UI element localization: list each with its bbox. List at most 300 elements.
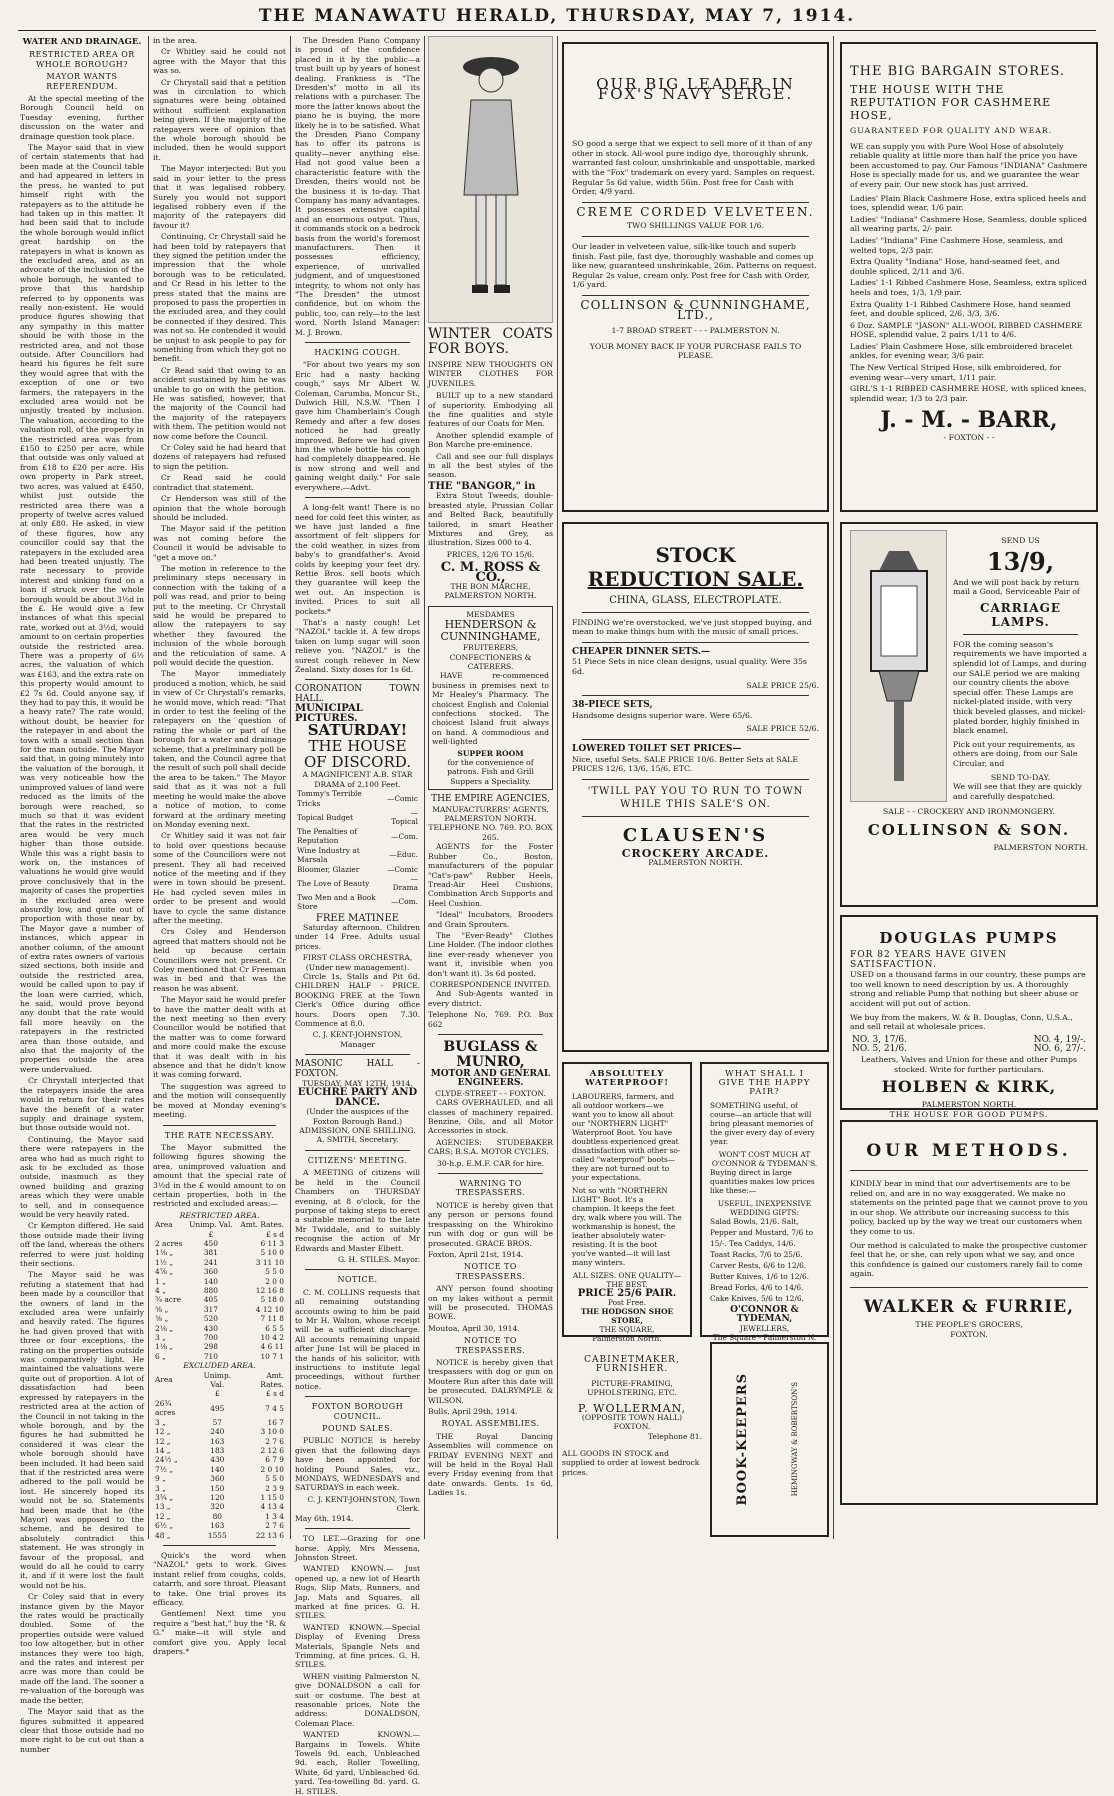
- divider: [582, 642, 809, 643]
- paragraph: At the special meeting of the Borough Council held on Tuesday evening, further discussion on the water and drainage question took place.: [20, 94, 144, 141]
- paragraph: Buying direct in large quantities makes low prices like these:—: [710, 1168, 815, 1195]
- table-cell: 360: [203, 1267, 218, 1277]
- section-title: CITIZENS' MEETING.: [307, 1155, 408, 1165]
- table-cell: 880: [203, 1286, 218, 1295]
- paragraph: Saturday afternoon. Children under 14 Free. Adults usual prices.: [295, 922, 420, 951]
- column-rule: [290, 36, 291, 1539]
- paragraph: Continuing, the Mayor said there were ratepayers in the area who had as much right to ask to be excluded as those outside, inasmuch as they owned building and grazing areas which they were unable to sell, and in consequence would be very heavily rated.: [20, 1134, 144, 1219]
- wedding-gifts-ad: [700, 1062, 829, 1342]
- fox-serge-ad: [562, 42, 829, 512]
- ad-heading: MESDAMES: [466, 609, 515, 619]
- notice-date: Foxton, April 21st, 1914.: [428, 1249, 524, 1259]
- divider: [163, 1545, 276, 1546]
- table-header: Unimp. Val.: [189, 1220, 233, 1230]
- list-item: Butter Knives, 1/6 to 12/6.: [710, 1272, 810, 1281]
- paragraph: CORRESPONDENCE INVITED.: [429, 979, 552, 989]
- list-item: Ladies' "Indiana" Cashmere Hose, Seamless, double spliced all wearing parts, 2/- pair.: [850, 214, 1087, 234]
- table-cell: NO. 6, 27/-.: [1033, 1044, 1086, 1055]
- paragraph: Our method is calculated to make the prospective customer feel that he, or she, can rely upon what we say, and once this confidence is gained our customers rarely fail to come again.: [850, 1240, 1088, 1279]
- table-cell: 7½ „: [155, 1464, 174, 1474]
- table-row: [153, 1258, 286, 1267]
- table-cell: 6½ „: [155, 1521, 174, 1531]
- paragraph: The Mayor said that in view of certain statements that had been made at the Council table and had appeared in letters in the press, he wanted to put himself right with the ratepayers as to the attitude he had taken up in this matter. It had been said that to include the whole borough would inflict great hardship on the ratepayers in what is known as the excluded area, and as an advocate of the inclusion of the whole borough, he wanted to prove that this hardship referred to by opponents was really non-existent. He would produce figures showing that any sympathy in this matter should be with those in the restricted area, and not those outside. After Councillors had heard his figures he felt sure they would agree that with the exception of one or two farmers, the ratepayers in the excluded area would not be unjustly treated by inclusion. The valuation, according to the valuation roll, of the property in the restricted area was from £150 to £250 per acre, while that outside was only valued at from £18 to £20 per acre. His own property in Park street, two acres, was valued at £450, whilst just outside the restricted area there was a property of twelve acres valued at only £80. He asked, in view of these figures, how any councillor could say that the ratepayers in the excluded area had been treated unjustly. The rate necessary to provide interest and sinking fund on a loan if struck over the whole borough would be about 3½d in the £. He would give a few instances of what this special rate, worked out at 3½d, would amount to on certain properties outside the restricted area. There was a property of 6½ acres, the valuation of which was £163, and the extra rate on this property would amount to £2 7s 6d. Could anyone say, if they had to pay this, it would be a heavy rate? The rate would, without doubt, be heavier for the ratepayer in and about the town with a small section than for the man outside. The Mayor said that, in going minutely into the valuation of the borough, it was very noticeable how the unimproved values of land were reduced as the limits of the borough were reached, so much so that it was evident that the rates in the restricted area would be very much higher than those outside. While this was a right basis to work on, the instances of valuations he would give would prove conclusively that in the majority of cases the properties in the excluded area were absurdly low, and quite out of proportion with those near by. The Mayor gave a number of instances, which appear in another column, of the amount of extra rates owners of various sized sections, both inside and outside the restricted area, would be called upon to pay if the loan were carried, which, he said, would prove beyond any doubt that the rate would fall more heavily on the ratepayers in the restricted area than those outside, and also that the majority of the properties outside the area were undervalued.: [20, 143, 144, 1074]
- ad-subheading: INSPIRE NEW THOUGHTS ON WINTER CLOTHES FOR JUVENILES.: [428, 360, 553, 388]
- sale-line: SALE - - CROCKERY AND IRONMONGERY.: [882, 807, 1056, 817]
- table-header: Unimp. Val.: [203, 1370, 232, 1390]
- ad-subheading: (Under new management).: [305, 962, 410, 972]
- film-programme: [295, 789, 420, 911]
- paragraph: ANY person found shooting on my lakes without a permit will be prosecuted. THOMAS BOWE.: [428, 1284, 553, 1322]
- firm-name: CLAUSEN'S: [622, 824, 769, 846]
- column-rule: [424, 36, 425, 1539]
- list-item: The New Vertical Striped Hose, silk embroidered, for evening wear—very smart, 1/11 pair.: [850, 363, 1061, 382]
- gift-list: [710, 1217, 819, 1303]
- paragraph: PUBLIC NOTICE is hereby given that the following days have been appointed for holding Pound Sales, viz., MONDAYS, WEDNESDAYS and SATURDAYS in each week.: [295, 1436, 420, 1493]
- table-cell: 1⅛ „: [155, 1248, 174, 1258]
- tagline: 'TWILL PAY YOU TO RUN TO TOWN WHILE THIS SALE'S ON.: [587, 785, 804, 810]
- list-item: Salad Bowls, 21/6. Salt,: [710, 1217, 799, 1226]
- item-heading: 38-PIECE SETS,: [572, 700, 653, 711]
- table-cell: 140: [203, 1276, 218, 1286]
- bargain-stores-ad: [840, 42, 1098, 512]
- table-unit: £: [208, 1229, 214, 1239]
- divider: [582, 779, 809, 780]
- ad-subheading: SEND US: [1001, 536, 1040, 545]
- paragraph: FINDING we're overstocked, we've just stopped buying, and mean to make things hum with the music of small prices.: [572, 617, 812, 637]
- masthead: THE MANAWATU HERALD, THURSDAY, MAY 7, 1914.: [258, 6, 856, 26]
- table-cell: Bloomer, Glazier: [297, 864, 360, 874]
- table-cell: —Comic: [386, 864, 418, 874]
- paragraph: Call and see our full displays in all the best styles of the season.: [428, 451, 553, 480]
- divider: [582, 739, 809, 740]
- ad-heading: REDUCTION SALE.: [587, 567, 804, 591]
- paragraph: FOR the coming season's requirements we have imported a splendid lot of Lamps, and during our SALE period we are making our country clients the above special offer. These Lamps are nickel-plated inside, with very thick beveled glasses, and nickel-plated border, highly finished in black enamel.: [953, 639, 1087, 736]
- list-item: Pepper and Mustard, 7/6 to: [710, 1228, 814, 1237]
- paragraph: A MEETING of citizens will be held in the Council Chambers on THURSDAY evening, at 8 o'clock, for the purpose of taking steps to erect a suitable memorial to the late Mr Twiddale, and to suitably recognise the action of Mr Edwards and Master Elbett.: [295, 1168, 420, 1253]
- firm-sub: PALMERSTON NORTH.: [444, 591, 537, 601]
- table-row: [153, 1512, 286, 1521]
- table-cell: 120: [210, 1492, 225, 1502]
- ad-subheading: FOR 82 YEARS HAVE GIVEN SATISFACTION.: [850, 950, 1007, 970]
- paragraph: USED on a thousand farms in our country, these pumps are too well known to need description by us. A thoroughly strong and reliable Pump that nothing but sheer abuse or accident will put out of action.: [850, 970, 1086, 1008]
- sale-price: SALE PRICE 52/6.: [746, 724, 819, 734]
- paragraph: Quick's the word when "NAZOL" gets to work. Gives instant relief from coughs, colds, catarrh, and sore throat. Pleasant to take. One trial proves its efficacy.: [153, 1550, 286, 1607]
- table-cell: 430: [203, 1323, 218, 1333]
- film-title: THE HOUSE OF DISCORD.: [303, 737, 412, 772]
- list-item: Carver Rests, 6/6 to 12/6.: [710, 1261, 807, 1270]
- price: 13/9,: [986, 546, 1055, 576]
- ad-heading: ABSOLUTELY WATERPROOF!: [584, 1069, 670, 1088]
- ad-heading: STOCK: [655, 543, 736, 567]
- firm-name: C. M. ROSS & CO.,: [440, 560, 541, 585]
- firm-address: 1-7 BROAD STREET - - - PALMERSTON N.: [611, 326, 780, 336]
- paragraph: Leathers, Valves and Union for these and other Pumps stocked. Write for further particulars.: [861, 1054, 1077, 1074]
- table-row: [153, 1418, 286, 1427]
- paragraph: 51 Piece Sets in nice clean designs, usual quality. Were 35s 6d.: [572, 657, 807, 676]
- paragraph: HAVE re-commenced business in premises next to Mr Healey's Pharmacy. The choicest English and Colonial confections stocked. The choicest Island fruit always on hand. A commodious and well-lighted: [432, 671, 549, 747]
- paragraph: The Mayor said he was refuting a statement that had been made by a councillor that the owners of land in the excluded area were unfairly and heavily rated. The figures he had given proved that with three or four exceptions, the rating on the properties outside was comparatively light. He maintained the valuations were quite out of proportion. A lot of dissatisfaction had been expressed by ratepayers in the restricted area at the action of the Council in not taking in the whole borough, and by the figures he had submitted he considered it was clear the whole borough should have been included. It had been said that if the restricted area were adhered to the poll would be lost. He sincerely hoped its would not be so. Statements had been made that he (the Mayor) was opposed to the scheme, and he desired to absolutely contradict this statement. He was strongly in favour of the proposal, and would do all he could to carry it, and if it were lost the fault would not be his.: [20, 1270, 144, 1590]
- tagline: YOUR MONEY BACK IF YOUR PURCHASE FAILS TO PLEASE.: [589, 341, 802, 361]
- divider: [963, 634, 1078, 635]
- table-cell: 12 16 8: [255, 1286, 284, 1295]
- paragraph: WE can supply you with Pure Wool Hose of absolutely reliable quality at little more than half the price you have been accustomed to pay. Our Famous "INDIANA" Cashmere Hose is specially made for us, and we guarantee the wear of every pair. Our new stock has just arrived.: [850, 141, 1088, 189]
- firm-sub: THE BON MARCHE,: [450, 581, 531, 591]
- table-cell: 430: [210, 1455, 225, 1465]
- table-cell: —Com.: [391, 831, 418, 841]
- paragraph: We buy from the makers, W. & B. Douglas, Conn, U.S.A., and sell retail at wholesale prices.: [850, 1012, 1073, 1032]
- firm-town: - FOXTON - -: [943, 433, 995, 443]
- table-cell: 4 6 11: [260, 1342, 284, 1352]
- paragraph: The "Ever-Ready" Clothes Line Holder. (The indoor clothes line ever-ready whenever you want it, invisible when you don't want it). 3s 6d posted.: [428, 930, 553, 978]
- article-subtitle: RESTRICTED AREA OR WHOLE BOROUGH?: [29, 50, 135, 69]
- section-title: NOTICE.: [337, 1275, 378, 1285]
- ad-subheading: GUARANTEED FOR QUALITY AND WEAR.: [850, 126, 1053, 135]
- divider: [305, 497, 410, 498]
- table-cell: 5 5 0: [265, 1474, 284, 1484]
- paragraph: C. M. COLLINS requests that all remaining outstanding accounts owing to him be paid to Mr H. Walton, whose receipt will be a sufficient discharge. All accounts remaining unpaid after June 1st will be placed in the hands of his solicitor, with instructions to institute legal proceedings, without further notice.: [295, 1287, 420, 1391]
- firm-sub: MOTOR AND GENERAL ENGINEERS.: [430, 1069, 551, 1089]
- table-cell: 48 „: [155, 1530, 171, 1540]
- paragraph: SO good a serge that we expect to sell more of it than of any other in stock. All-wool pure indigo dye, thoroughly shrunk, warranted fast colour, unshrinkable and unspottable, marked with the "Fox" trademark on every yard. Samples on request. Regular 5s 6d value, width 56in. Post free for Cash with Order, 4/9 yard.: [572, 139, 816, 197]
- table-cell: 298: [203, 1342, 218, 1352]
- excluded-area-table: [153, 1371, 286, 1540]
- list-item: Extra Quality 1-1 Ribbed Cashmere Hose, hand seamed feet, and double spliced, 2/6, 3/3, 3/6.: [850, 299, 1071, 319]
- cabinetmaker-ad: [562, 1342, 702, 1532]
- section-title: FOXTON BOROUGH COUNCIL.: [311, 1402, 404, 1421]
- table-cell: 12 „: [155, 1436, 171, 1446]
- table-cell: 3 11 10: [255, 1257, 284, 1267]
- signature: C. J. KENT-JOHNSTON, Manager: [312, 1030, 403, 1049]
- table-row: [153, 1277, 286, 1286]
- table-cell: —Drama: [392, 873, 418, 893]
- table-cell: 80: [212, 1511, 222, 1521]
- firm-town: PALMERSTON NORTH.: [921, 1100, 1017, 1110]
- table-cell: —Com.: [391, 897, 418, 907]
- list-item: Ladies' "Indiana" Fine Cashmere Hose, seamless, and welted tops, 2/3 pair.: [850, 235, 1064, 255]
- paragraph: Crs Coley and Henderson agreed that matters should not be held up because certain Councillors were not present. Cr Coley mentioned that Cr Freeman was in bed and that was the reason he was absent.: [153, 927, 286, 993]
- ad-heading: OUR METHODS.: [866, 1141, 1072, 1161]
- classified: WANTED KNOWN.— Just opened up, a new lot of Hearth Rugs, Slip Mats, Runners, and Jap. Mats and Squares, all marked at fine prices. G. H. STILES.: [295, 1564, 420, 1621]
- list-item: Toast Racks, 7/6 to 25/6.: [710, 1250, 803, 1259]
- ad-subheading: PICTURE-FRAMING, UPHOLSTERING, ETC.: [587, 1378, 677, 1398]
- firm-sub: (OPPOSITE TOWN HALL): [581, 1413, 683, 1423]
- table-cell: 5 5 0: [265, 1267, 284, 1277]
- table-cell: 163: [210, 1436, 225, 1446]
- table-cell: 1 3 4: [265, 1511, 284, 1521]
- table-cell: 2 7 6: [265, 1436, 284, 1446]
- firm-name: THE HODGSON SHOE STORE,: [580, 1307, 674, 1325]
- firm-name: THE EMPIRE AGENCIES,: [431, 794, 550, 805]
- table-cell: 241: [203, 1257, 218, 1267]
- firm-sub: THE PEOPLE'S GROCERS,: [915, 1319, 1023, 1329]
- tagline: THE HOUSE FOR GOOD PUMPS.: [889, 1109, 1049, 1119]
- table-cell: 1 „: [155, 1276, 166, 1286]
- divider: [850, 1170, 1088, 1171]
- column-2: [153, 36, 286, 1657]
- table-cell: 320: [210, 1502, 225, 1512]
- table-cell: 2 12 6: [260, 1445, 284, 1455]
- table-cell: 6 11 3: [260, 1238, 284, 1248]
- programme-row: [295, 846, 420, 865]
- ad-heading: THE BIG BARGAIN STORES.: [850, 64, 1066, 79]
- section-title: ROYAL ASSEMBLIES.: [441, 1419, 540, 1429]
- table-cell: 4 13 4: [260, 1502, 284, 1512]
- paragraph: WON'T COST MUCH AT O'CONNOR & TYDEMAN'S.: [711, 1150, 818, 1168]
- programme-row: [295, 789, 420, 808]
- table-row: [153, 1521, 286, 1530]
- price: PRICES, 12/6 TO 15/6.: [446, 549, 535, 559]
- paragraph: USEFUL, INEXPENSIVE WEDDING GIFTS:: [717, 1199, 812, 1217]
- paragraph: NOTICE is hereby given that trespassers with dog or gun on Moutere Run after this date will be prosecuted. DALRYMPLE & WILSON.: [428, 1357, 553, 1405]
- table-row: [153, 1446, 286, 1455]
- table-cell: 10 4 2: [260, 1333, 284, 1343]
- classified: WHEN visiting Palmerston N. give DONALDSON a call for suit or costume. The best at reasonable prices. Note the address: DONALDSON, Coleman Place.: [295, 1671, 420, 1728]
- paragraph: The Mayor submitted the following figures showing the area, unimproved valuation and amount that the special rate of 3½d in the £ would amount to on certain properties, both in the restricted and excluded areas:—: [153, 1142, 286, 1209]
- table-row: [153, 1502, 286, 1511]
- table-row: [153, 1324, 286, 1333]
- douglas-pumps-ad: [840, 915, 1098, 1119]
- table-cell: 12 „: [155, 1427, 171, 1437]
- table-cell: NO. 5, 21/6.: [852, 1044, 907, 1055]
- table-cell: 2 3 9: [265, 1483, 284, 1493]
- table-row: [153, 1437, 286, 1446]
- divider: [582, 236, 809, 237]
- divider: [582, 295, 809, 296]
- table-cell: 2 7 6: [265, 1521, 284, 1531]
- ad-heading: MUNICIPAL PICTURES.: [295, 703, 363, 724]
- classified: WANTED KNOWN.— Bargains in Towels. White Towels 9d. each, Unbleached 9d. each, Roller Towelling, White, 6d yard, Unbleached 6d. yard. Tea-towelling 8d. yard. G. H. STILES.: [295, 1730, 420, 1796]
- firm-name: HEMINGWAY & ROBERTSON'S: [791, 1382, 800, 1497]
- table-cell: 10 7 1: [260, 1351, 284, 1361]
- classified: WANTED KNOWN.—Special Display of Evening Dress Materials, Spangle Nets and Trimming, at fine prices. G. H. STILES.: [295, 1622, 420, 1670]
- paragraph: CARS OVERHAULED, and all classes of machinery repaired. Benzine, Oils, and all Motor Accessories in stock.: [428, 1098, 553, 1136]
- section-title: NOTICE TO TRESPASSERS.: [455, 1262, 526, 1281]
- firm-sub: CLYDE-STREET - - FOXTON.: [435, 1088, 546, 1098]
- paragraph: Post Free.: [608, 1298, 646, 1307]
- article-subtitle: MAYOR WANTS REFERENDUM.: [46, 72, 118, 91]
- table-cell: 7 4 5: [265, 1403, 284, 1413]
- firm-name: P. WOLLERMAN,: [577, 1401, 687, 1415]
- table-cell: 14 „: [155, 1445, 171, 1455]
- table-cell: 5 10 0: [260, 1248, 284, 1258]
- firm-town: FOXTON.: [950, 1329, 988, 1339]
- table-unit: £ s d: [266, 1229, 284, 1239]
- ad-heading: CREME CORDED VELVETEEN.: [576, 204, 815, 219]
- paragraph: Not so with "NORTHERN LIGHT" Boot. It's a champion. It keeps the feet dry, walk where you will. The workmanship is honest, the leather absolutely water-resisting. It is the boot you've wanted—it will last many winters.: [572, 1186, 682, 1267]
- paragraph: We will see that they are quickly and carefully despatched.: [953, 782, 1082, 801]
- paragraph: The Mayor interjected: But you said in your letter to the press that it was legalised robbery. Surely you would not support legalised robbery even if the majority of the ratepayers did favour it?: [153, 164, 286, 230]
- our-methods-ad: [840, 1120, 1098, 1505]
- ad-subheading: CHINA, GLASS, ELECTROPLATE.: [609, 595, 782, 606]
- divider: [582, 816, 809, 817]
- table-cell: 150: [210, 1483, 225, 1493]
- firm-name: COLLINSON & SON.: [867, 820, 1071, 839]
- table-header: Area: [155, 1375, 173, 1385]
- programme-row: [295, 893, 420, 912]
- paragraph: AGENTS for the Foster Rubber Co., Boston, manufacturers of the popular "Cat's-paw" Rubber Heels, Tread-Air Heel Cushions, Combination Arch Supports and Heel Cushion.: [428, 842, 553, 908]
- table-cell: The Penalties of Reputation: [297, 826, 357, 846]
- table-cell: 6 7 9: [265, 1455, 284, 1465]
- table-row: [153, 1267, 286, 1276]
- table-cell: 2 0 0: [265, 1276, 284, 1286]
- ad-subheading: (Under the auspices of the Foxton Borough Band.): [306, 1107, 409, 1126]
- carriage-lamp-icon: [859, 541, 939, 791]
- table-cell: 2 0 10: [260, 1464, 284, 1474]
- paragraph: SOMETHING useful, of course—an article that will bring pleasant memories of the giver every day of every year.: [710, 1101, 815, 1146]
- table-unit: £: [214, 1389, 220, 1399]
- table-cell: 57: [212, 1417, 222, 1427]
- table-cell: Two Men and a Book Store: [297, 892, 376, 912]
- ad-heading: EUCHRE PARTY AND DANCE.: [297, 1087, 418, 1108]
- ad-heading: FIRST CLASS ORCHESTRA,: [302, 953, 413, 963]
- firm-town: PALMERSTON NORTH.: [993, 842, 1088, 852]
- paragraph: Cr Read said that owing to an accident sustained by him he was unable to go on with the petition. He was satisfied, however, that the majority of the Council had the majority of the ratepayers with them. The petition would not now come before the Council.: [153, 365, 286, 441]
- table-header: Area: [155, 1220, 173, 1230]
- list-item: 15/-. Tea Caddys, 14/6.: [710, 1239, 796, 1248]
- table-row: [153, 1531, 286, 1540]
- paragraph: Cr Whitley said it was not fair to hold over questions because some of the Councillors were not present. They all had received notice of the meeting and if they were in town should be present. He had cycled seven miles in order to be present and would have to cycle the same distance after the meeting.: [153, 831, 286, 925]
- paragraph: Cr Read said he could contradict that statement.: [153, 473, 286, 492]
- table-row: [153, 1352, 286, 1361]
- table-cell: 3 „: [155, 1417, 166, 1427]
- divider: [582, 202, 809, 203]
- ad-heading: WHAT SHALL I GIVE THE HAPPY PAIR?: [718, 1069, 811, 1097]
- firm-name: HENDERSON & CUNNINGHAME,: [440, 618, 541, 644]
- paragraph: Gentlemen! Next time you require a "best hat," buy the "R. & G." make—it will style and comfort give you. Apply local drapers.*: [153, 1609, 286, 1657]
- table-cell: 3 „: [155, 1483, 166, 1493]
- firm-name: O'CONNOR & TYDEMAN,: [730, 1305, 799, 1324]
- list-item: Ladies' 1-1 Ribbed Cashmere Hose, Seamless, extra spliced heels and toes, 1/3, 1/9 pair.: [850, 278, 1087, 297]
- divider: [305, 1396, 410, 1397]
- table-header: Amt. Rates.: [240, 1220, 284, 1230]
- list-item: Ladies' Plain Cashmere Hose, silk embroidered bracelet ankles, for evening wear, 3/6 pair.: [850, 341, 1073, 361]
- table-cell: The Love of Beauty: [297, 878, 370, 888]
- sale-price: SALE PRICE 25/6.: [746, 680, 819, 690]
- divider: [582, 695, 809, 696]
- ad-heading: CABINETMAKER, FURNISHER.: [584, 1355, 680, 1375]
- list-item: Ladies' Plain Black Cashmere Hose, extra spliced heels and toes, splendid wear, 1/6 pair.: [850, 193, 1087, 213]
- ad-heading: BOOK-KEEPERS: [734, 1373, 750, 1506]
- table-row: [153, 1342, 286, 1351]
- table-unit: [153, 1389, 194, 1398]
- item-heading: LOWERED TOILET SET PRICES—: [572, 743, 742, 754]
- column-rule: [833, 36, 834, 1539]
- ad-heading: SATURDAY!: [307, 721, 408, 740]
- list-item: Cake Knives, 5/6 to 12/6.: [710, 1294, 804, 1303]
- article-title: WATER AND DRAINAGE.: [22, 37, 142, 47]
- paragraph: Circle 1s, Stalls and Pit 6d. CHILDREN HALF - PRICE. BOOKING FREE at the Town Clerk's Office during office hours. Doors open 7.30. Commence at 8.0.: [295, 971, 420, 1028]
- table-cell: 405: [203, 1295, 218, 1305]
- table-row: [153, 1314, 286, 1323]
- table-cell: —Topical: [391, 808, 418, 827]
- paragraph: The Mayor immediately produced a motion, which, he said in view of Cr Chrystall's remarks, he would move, which read: "That in order to test the feeling of the ratepayers on the question of rating the whole or part of the borough for a water and drainage scheme, that a preliminary poll be taken, and the Council agree that the result of such poll shall decide the area to be taken." The Mayor said that as it was not a full meeting he would make the above a notice of motion, to come forward at the ordinary meeting on Monday evening next.: [153, 669, 286, 829]
- table-cell: 6 5 5: [265, 1323, 284, 1333]
- ad-heading: THE "BANGOR," in: [428, 480, 536, 492]
- paragraph: Cr Coley said that in every instance given by the Mayor the rates would be practically doubled. Some of the properties outside were valued too low altogether, but in other instances they were too high, and the rates and interest per acre was more than could be made off the land. The sooner a re-valuation of the borough was made the better.: [20, 1592, 144, 1705]
- table-cell: —Educ.: [389, 850, 418, 860]
- firm-name: HOLBEN & KIRK,: [881, 1077, 1057, 1097]
- table-cell: NO. 3, 17/6.: [852, 1034, 907, 1045]
- classified: TO LET.—Grazing for one horse. Apply, Mrs Messena, Johnston Street.: [295, 1534, 420, 1562]
- table-cell: 4⅞ „: [155, 1267, 174, 1277]
- firm-name: WALKER & FURRIE,: [863, 1296, 1075, 1317]
- table-cell: ⅜ „: [155, 1314, 169, 1324]
- firm-sub: TELEPHONE NO. 769. P.O. BOX 265.: [428, 823, 553, 842]
- paragraph: Cr Kempton differed. He said those outside made their living off the land, whereas the others referred to were just holding their sections.: [20, 1221, 144, 1268]
- table-row: [153, 1286, 286, 1295]
- divider: [850, 1287, 1088, 1288]
- henderson-ad: [428, 606, 553, 791]
- table-unit: [153, 1230, 186, 1239]
- firm-phone: Telephone 81.: [647, 1431, 702, 1441]
- table-row: [153, 1474, 286, 1483]
- table-header: Amt. Rates.: [260, 1370, 284, 1390]
- paragraph: Our leader in velveteen value, silk-like touch and superb finish. Fast pile, fast dye, thoroughly washable and comes up like new, guaranteed unshrinkable, 26in. Patterns on request. Regular 2s value, cream only. Post free for Cash with Order, 1/6 yard.: [572, 241, 817, 290]
- carriage-lamps-ad: [840, 522, 1098, 907]
- firm-sub: CROCKERY ARCADE.: [621, 846, 770, 860]
- table-title: EXCLUDED AREA.: [183, 1361, 256, 1371]
- table-cell: 2 acres: [155, 1238, 183, 1248]
- notice-date: May 6th, 1914.: [295, 1513, 354, 1523]
- table-cell: 1⅛ „: [155, 1342, 174, 1352]
- table-cell: 183: [210, 1445, 225, 1455]
- notice-date: Moutoa, April 30, 1914.: [428, 1323, 520, 1333]
- divider: [305, 679, 410, 680]
- paragraph: Cr Coley said he had heard that dozens of ratepayers had refused to sign the petition.: [153, 443, 286, 471]
- stock-reduction-ad: [562, 522, 829, 1052]
- masthead-rule: [18, 30, 1096, 31]
- pump-prices: [850, 1036, 1088, 1055]
- table-cell: 240: [210, 1427, 225, 1437]
- paragraph: The motion in reference to the preliminary steps necessary in connection with the taking of a poll was read, and prior to being put to the meeting, Cr Chrystall said he would be prepared to allow the ratepayers to say whether they favoured the inclusion of the whole borough and the reticulation of same. A poll would decide the question.: [153, 563, 286, 667]
- section-title: WARNING TO TRESPASSERS.: [455, 1179, 526, 1198]
- table-cell: Topical Budget: [297, 812, 354, 822]
- table-cell: 2⅛ „: [155, 1323, 174, 1333]
- signature: C. J. KENT-JOHNSTON, Town Clerk.: [307, 1494, 420, 1514]
- film-subtitle: A MAGNIFICENT A.B. STAR DRAMA of 2,100 Feet.: [302, 770, 413, 789]
- table-cell: 4 12 10: [255, 1304, 284, 1314]
- table-cell: 13 „: [155, 1502, 171, 1512]
- programme-row: [295, 827, 420, 846]
- paragraph: Handsome designs superior ware. Were 65/6.: [572, 710, 753, 720]
- table-cell: NO. 4, 19/-.: [1033, 1034, 1086, 1045]
- section-title: THE RATE NECESSARY.: [164, 1130, 275, 1140]
- divider: [305, 1150, 410, 1151]
- programme-row: [295, 865, 420, 874]
- divider: [582, 612, 809, 613]
- table-row: [153, 1399, 286, 1418]
- item-heading: CHEAPER DINNER SETS.—: [572, 646, 711, 657]
- ad-subheading: TWO SHILLINGS VALUE FOR 1/6.: [626, 221, 764, 231]
- waterproof-ad: [562, 1062, 692, 1343]
- paragraph: NOTICE is hereby given that any person or persons found trespassing on the Whirokino run with dog or gun will be prosecuted. GRACE BROS.: [428, 1200, 553, 1248]
- paragraph: ALL GOODS IN STOCK and supplied to order at lowest bedrock prices.: [562, 1448, 700, 1477]
- paragraph: AGENCIES: STUDEBAKER CARS; B.S.A. MOTOR CYCLES.: [428, 1137, 553, 1157]
- table-cell: 3 „: [155, 1333, 166, 1343]
- table-cell: 381: [203, 1248, 218, 1258]
- table-cell: 16 7: [267, 1417, 284, 1427]
- restricted-area-table: [153, 1220, 286, 1361]
- table-cell: Wine Industry at Marsala: [297, 845, 360, 865]
- table-cell: 163: [210, 1521, 225, 1531]
- table-row: [153, 1465, 286, 1474]
- ad-heading: MASONIC HALL - FOXTON.: [295, 1059, 420, 1079]
- table-cell: 450: [203, 1238, 218, 1248]
- firm-name: BUGLASS & MUNRO,: [443, 1039, 538, 1070]
- paragraph: Another splendid example of Bon Marche pre-eminence.: [428, 430, 553, 450]
- paragraph: And we will post back by return mail a Good, Serviceable Pair of: [953, 577, 1080, 597]
- table-row: [153, 1305, 286, 1314]
